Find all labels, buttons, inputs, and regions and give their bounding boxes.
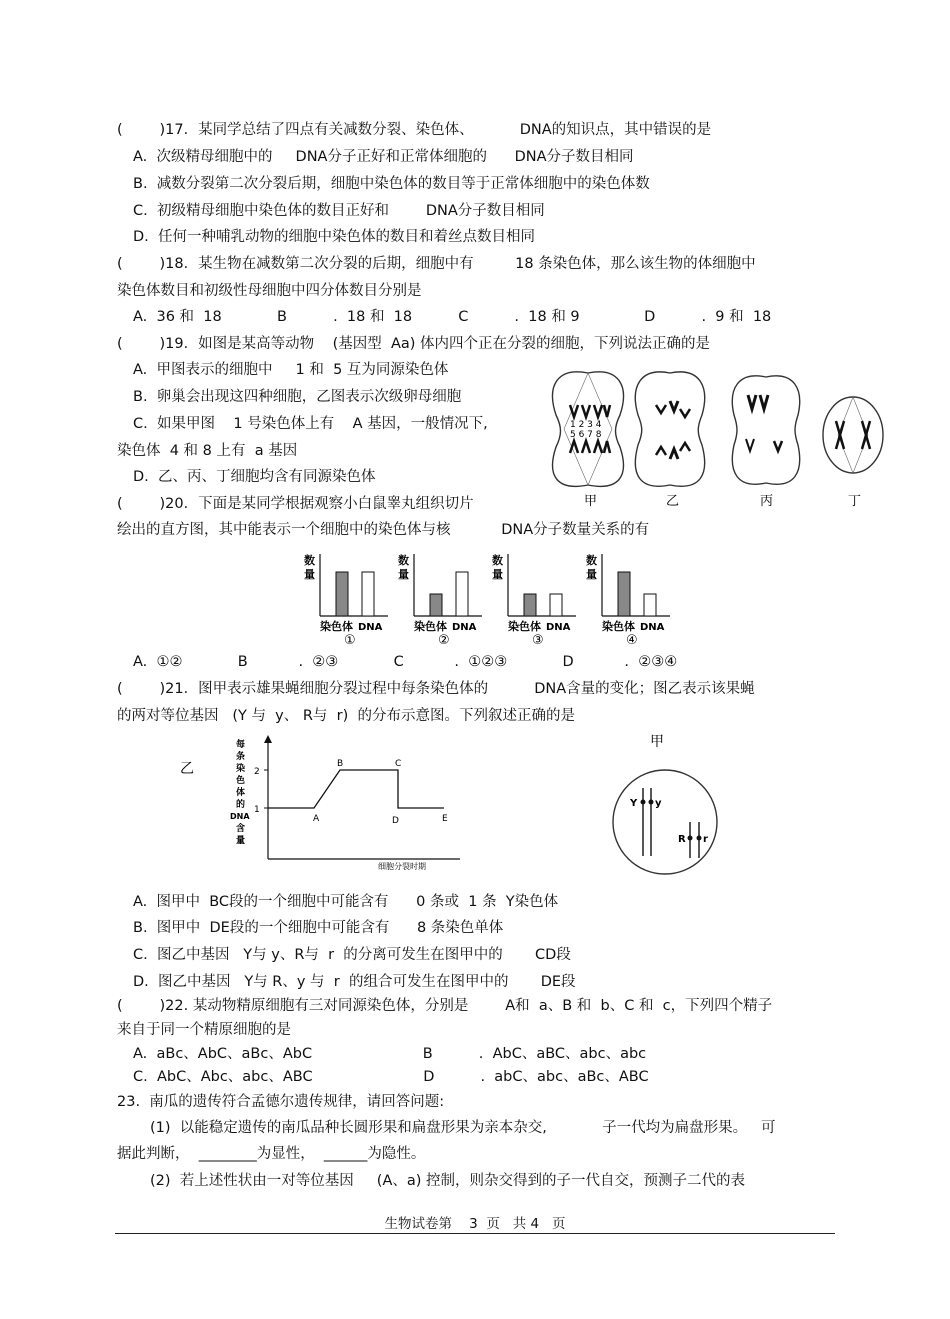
cell-bing [732,376,799,484]
point-c: C [395,759,402,769]
y-label-liang: 量 [492,568,503,581]
text-line: ( )20．下面是某同学根据观察小白鼠睾丸组织切片 [117,496,474,512]
cell-yi [635,372,704,486]
x-label-chromosome: 染色体 [320,620,353,633]
footer-rule [115,1233,835,1234]
figure-21-gene-cell [610,730,740,890]
y-tick-2: 2 [254,767,260,777]
histogram-2 [398,553,482,648]
text-line: 染色体 4 和 8 上有 a 基因 [117,443,298,459]
y-axis-char: 条 [236,752,246,762]
figure-21-line-graph [180,735,448,875]
label-ding: 丁 [848,494,862,509]
label-jia-cell: 甲 [650,734,664,750]
panel-label: ② [438,633,450,648]
y-axis-char: 每 [236,740,246,750]
y-axis-char: 体 [236,788,246,798]
text-line: D. 任何一种哺乳动物的细胞中染色体的数目和着丝点数目相同 [133,229,535,245]
bar-chromosome [524,594,536,616]
cell-ding [823,397,883,473]
y-axis-char: 量 [236,836,246,846]
y-tick-1: 1 [254,805,260,815]
text-line: C. 如果甲图 1 号染色体上有 A 基因，一般情况下, [133,416,488,432]
text-line: C. 图乙中基因 Y与 y、R与 r 的分离可发生在图甲中的 CD段 [133,947,571,963]
text-line: B. 图甲中 DE段的一个细胞中可能含有 8 条染色单体 [133,920,504,936]
x-label-chromosome: 染色体 [508,620,541,633]
text-line: 绘出的直方图，其中能表示一个细胞中的染色体与核 DNA分子数量关系的有 [117,522,650,538]
point-a: A [313,814,320,824]
text-line: 的两对等位基因 (Y 与 y、 R与 r) 的分布示意图。下列叙述正确的是 [117,708,575,724]
text-line: ( )22. 某动物精原细胞有三对同源染色体，分别是 A和 a、B 和 b、C 和 c，下列四个精子 [117,998,773,1014]
point-b: B [337,759,344,769]
y-axis-char: 含 [236,824,246,834]
label-jia: 甲 [584,494,598,509]
text-line: D. 乙、丙、丁细胞均含有同源染色体 [133,469,376,485]
text-line: C. 初级精母细胞中染色体的数目正好和 DNA分子数目相同 [133,203,545,219]
y-label-shu: 数 [492,554,503,567]
figure-19-cells [548,365,888,515]
bar-dna [644,594,656,616]
text-line: A. 次级精母细胞中的 DNA分子正好和正常体细胞的 DNA分子数目相同 [133,149,634,165]
x-label-chromosome: 染色体 [602,620,635,633]
y-axis-char: DNA [230,812,250,821]
y-axis-char: 染 [236,764,246,774]
x-label-dna: DNA [640,622,665,633]
gene-y: y [655,798,662,809]
chromosome-numbers-bottom: 5 6 7 8 [570,430,602,440]
x-label-dna: DNA [358,622,383,633]
histogram-1 [304,553,388,648]
y-axis-char: 色 [236,776,246,786]
histogram-3 [492,553,576,648]
histogram-4 [586,553,670,648]
text-line: 染色体数目和初级性母细胞中四分体数目分别是 [117,283,422,299]
text-line: 据此判断， ________为显性， ______为隐性。 [117,1146,426,1162]
label-yi: 乙 [666,494,680,509]
x-label-dna: DNA [452,622,477,633]
bar-chromosome [336,572,348,616]
panel-label: ③ [532,633,544,648]
y-label-shu: 数 [586,554,597,567]
point-d: D [392,816,399,826]
bar-chromosome [618,572,630,616]
text-line: ( )21．图甲表示雄果蝇细胞分裂过程中每条染色体的 DNA含量的变化；图乙表示该果蝇 [117,681,755,697]
text-line: B. 卵巢会出现这四种细胞，乙图表示次级卵母细胞 [133,389,462,405]
point-e: E [442,814,448,824]
y-label-shu: 数 [398,554,409,567]
text-line: B. 减数分裂第二次分裂后期，细胞中染色体的数目等于正常体细胞中的染色体数 [133,176,650,192]
y-axis-arrow [264,735,272,743]
page-footer: 生物试卷第 3 页 共 4 页 [384,1216,566,1232]
text-line: (1) 以能稳定遗传的南瓜品种长圆形果和扁盘形果为亲本杂交, 子一代均为扁盘形果。 可 [150,1120,776,1136]
y-axis-label [230,738,250,846]
y-label-liang: 量 [586,568,597,581]
y-label-shu: 数 [304,554,315,567]
figure-20-histograms [300,550,700,650]
text-line: A. 甲图表示的细胞中 1 和 5 互为同源染色体 [133,362,449,378]
text-line: A. 36 和 18 B . 18 和 18 C . 18 和 9 D . 9 和 18 [133,309,772,325]
text-line: A. ①② B . ②③ C . ①②③ D . ②③④ [133,654,678,670]
text-line: ( )18．某生物在减数第二次分裂的后期，细胞中有 18 条染色体，那么该生物的体细胞中 [117,256,756,272]
text-line: A. 图甲中 BC段的一个细胞中可能含有 0 条或 1 条 Y染色体 [133,894,559,910]
bar-dna [362,572,374,616]
chromosome-numbers-top: 1 2 3 4 [570,420,602,430]
bar-dna [456,572,468,616]
x-axis-label: 细胞分裂时期 [378,862,426,871]
text-line: ( )17．某同学总结了四点有关减数分裂、染色体、 DNA的知识点，其中错误的是 [117,122,712,138]
dna-content-line [268,770,444,808]
gene-Y: Y [630,798,638,809]
text-line: ( )19．如图是某高等动物 (基因型 Aa) 体内四个正在分裂的细胞，下列说法正确的是 [117,336,711,352]
gene-r: r [703,834,708,845]
x-label-dna: DNA [546,622,571,633]
text-line: (2) 若上述性状由一对等位基因 (A、a) 控制，则杂交得到的子一代自交，预测子二代的表 [150,1173,746,1189]
bar-chromosome [430,594,442,616]
text-line: 23. 南瓜的遗传符合孟德尔遗传规律，请回答问题: [117,1094,445,1110]
text-line: A. aBc、AbC、aBc、AbC B . AbC、aBC、abc、abc [133,1046,647,1062]
text-line: 来自于同一个精原细胞的是 [117,1022,291,1038]
text-line: D. 图乙中基因 Y与 R、y 与 r 的组合可发生在图甲中的 DE段 [133,974,576,990]
y-label-liang: 量 [304,568,315,581]
panel-label: ④ [626,633,638,648]
label-bing: 丙 [760,494,774,509]
label-yi-graph: 乙 [180,761,194,777]
y-axis-char: 的 [236,800,246,810]
bar-dna [550,594,562,616]
gene-R: R [678,834,686,845]
x-label-chromosome: 染色体 [414,620,447,633]
text-line: C. AbC、Abc、abc、ABC D . abC、abc、aBc、ABC [133,1069,649,1085]
cell-jia [553,372,624,487]
panel-label: ① [344,633,356,648]
y-label-liang: 量 [398,568,409,581]
